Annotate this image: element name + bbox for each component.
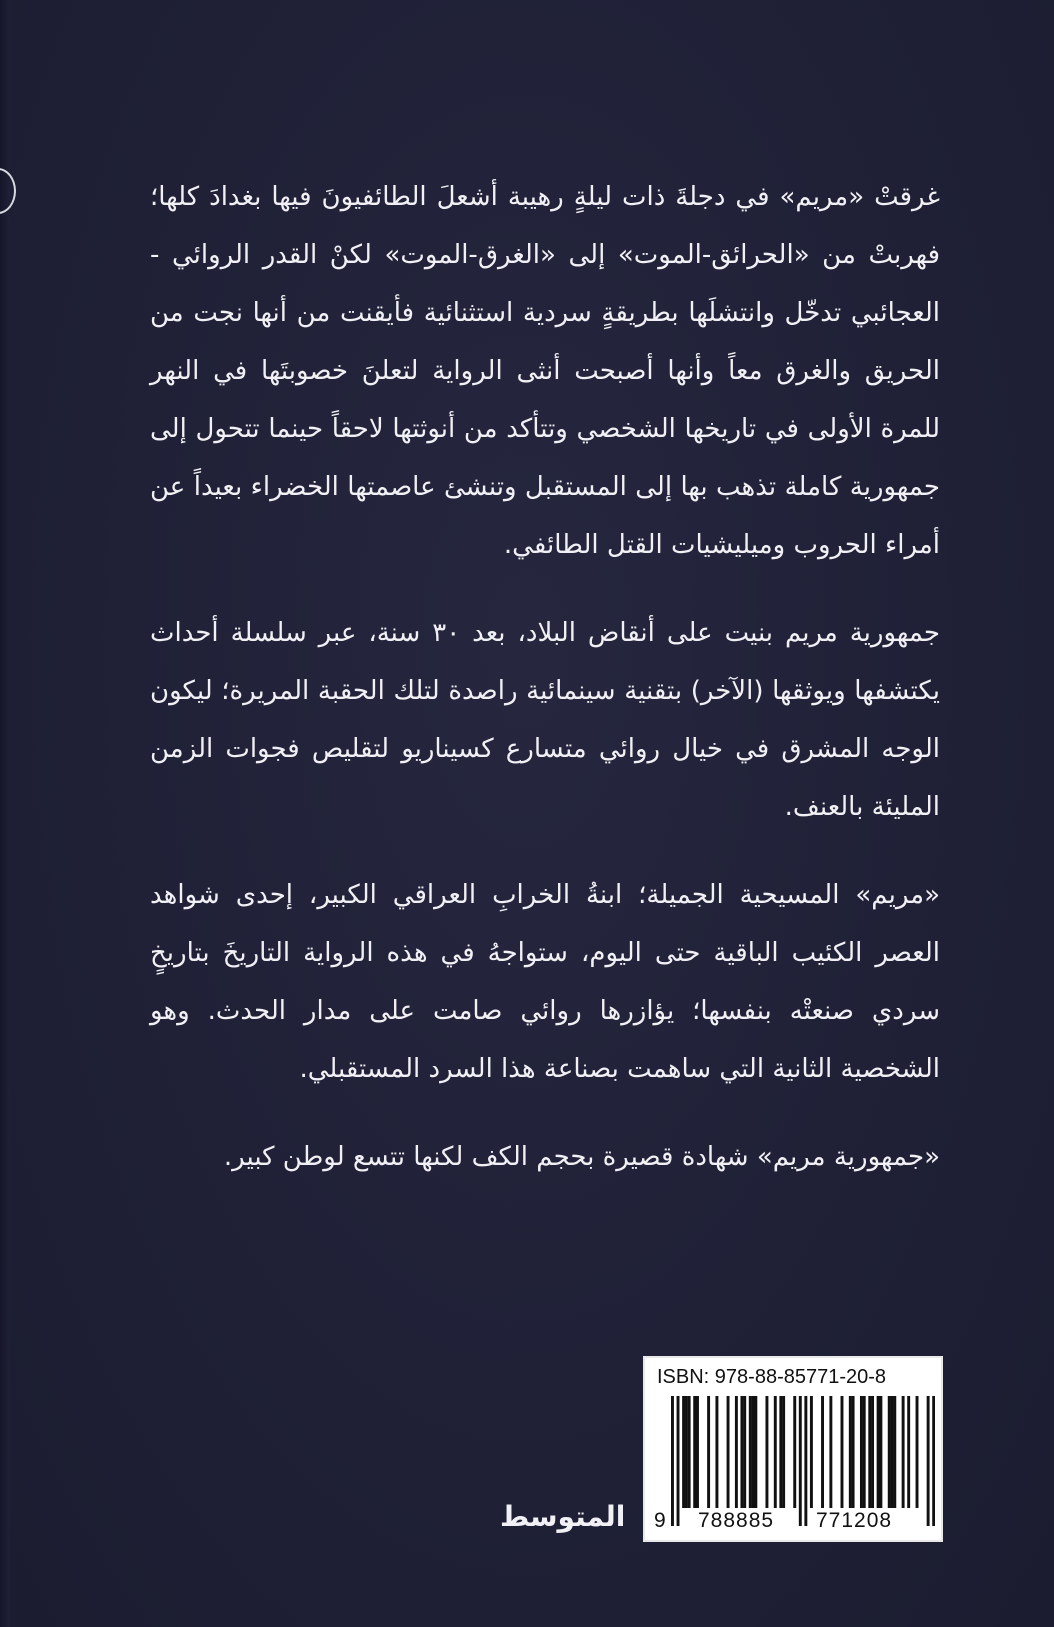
barcode-digit-first: 9 (654, 1509, 666, 1532)
spine-logo-fragment (0, 168, 16, 214)
blurb-paragraph-4: «جمهورية مريم» شهادة قصيرة بحجم الكف لكنها تتسع لوطن كبير. (223, 1142, 940, 1172)
barcode-bar (932, 1396, 935, 1526)
barcode-bar (779, 1396, 782, 1508)
barcode-bar (871, 1396, 874, 1508)
blurb-text (150, 168, 940, 1186)
isbn-barcode (643, 1356, 943, 1542)
barcode-bar (688, 1396, 691, 1508)
barcode-bar (891, 1396, 894, 1508)
barcode-bar (893, 1396, 896, 1508)
barcode-bar (782, 1396, 785, 1508)
barcode-bar (879, 1396, 882, 1508)
barcode-bars (671, 1396, 935, 1526)
barcode-bar (888, 1396, 891, 1508)
barcode-bar (685, 1396, 688, 1508)
barcode-bar (735, 1396, 738, 1508)
barcode-bar (877, 1396, 880, 1508)
isbn-label: ISBN: 978-88-85771-20-8 (657, 1366, 887, 1388)
barcode-bar (715, 1396, 718, 1508)
barcode-bar (868, 1396, 871, 1508)
barcode-bar (740, 1396, 743, 1508)
barcode-bar (860, 1396, 863, 1508)
blurb-paragraph-1: غرقتْ «مريم» في دجلةَ ذات ليلةٍ رهيبة أشعلَ الطائفيونَ فيها بغدادَ كلها؛ فهربتْ من «الحرائق-الموت» إلى «الغرق-الموت» لكنْ القدر الروائي - العجائبي تدخّل وانتشلَها بطريقةٍ سردية استثنائية فأيقنت من أنها نجت من الحريق والغرق معاً وأنها أصبحت أنثى الرواية لتعلنَ خصوبتَها في النهر للمرة الأولى في تاريخها الشخصي وتتأكد من أنوثتها لاحقاً حينما تتحول إلى جمهورية كاملة تذهب بها إلى المستقبل وتنشئ عاصمتها الخضراء بعيداً عن أمراء الحروب وميليشيات القتل الطائفي. (150, 182, 940, 560)
barcode-bar (765, 1396, 768, 1508)
barcode-bar (907, 1396, 910, 1508)
barcode-bar (810, 1396, 813, 1508)
barcode-bar (693, 1396, 696, 1508)
barcode-bar (902, 1396, 905, 1508)
barcode-bar (727, 1396, 730, 1508)
blurb-paragraph-2: جمهورية مريم بنيت على أنقاض البلاد، بعد ٣٠ سنة، عبر سلسلة أحداث يكتشفها ويوثقها (الآخر) بتقنية سينمائية راصدة لتلك الحقبة المريرة؛ ليكون الوجه المشرق في خيال روائي متسارع كسيناريو لتقليص فجوات الزمن المليئة بالعنف. (150, 618, 940, 822)
barcode-digits-left: 788885 (698, 1509, 775, 1532)
barcode-bar (829, 1396, 832, 1508)
barcode-bar (852, 1396, 855, 1508)
barcode-bar (696, 1396, 699, 1508)
barcode-bar (677, 1396, 680, 1526)
barcode-bar (916, 1396, 919, 1508)
barcode-bar (804, 1396, 807, 1526)
barcode-bar (749, 1396, 752, 1508)
barcode-digits-right: 771208 (816, 1509, 893, 1532)
barcode-bar (863, 1396, 866, 1508)
barcode-bar (793, 1396, 796, 1508)
barcode-bar (754, 1396, 757, 1508)
barcode-bar (821, 1396, 824, 1508)
barcode-bar (841, 1396, 844, 1508)
spine-edge (0, 0, 10, 1627)
blurb-paragraph-3: «مريم» المسيحية الجميلة؛ ابنةُ الخرابِ العراقي الكبير، إحدى شواهد العصر الكئيب الباقية حتى اليوم، ستواجهُ في هذه الرواية التاريخَ بتاريخٍ سردي صنعتْه بنفسها؛ يؤازرها روائي صامت على مدار الحدث. وهو الشخصية الثانية التي ساهمت بصناعة هذا السرد المستقبلي. (150, 880, 940, 1084)
barcode-bar (927, 1396, 930, 1526)
barcode-bar (707, 1396, 710, 1508)
barcode-bar (752, 1396, 755, 1508)
barcode-bar (774, 1396, 777, 1508)
barcode-bar (671, 1396, 674, 1526)
publisher-logo: المتوسط (500, 1500, 626, 1533)
barcode-bar (682, 1396, 685, 1508)
barcode-bar (743, 1396, 746, 1508)
barcode-bar (799, 1396, 802, 1526)
barcode-bar (849, 1396, 852, 1508)
